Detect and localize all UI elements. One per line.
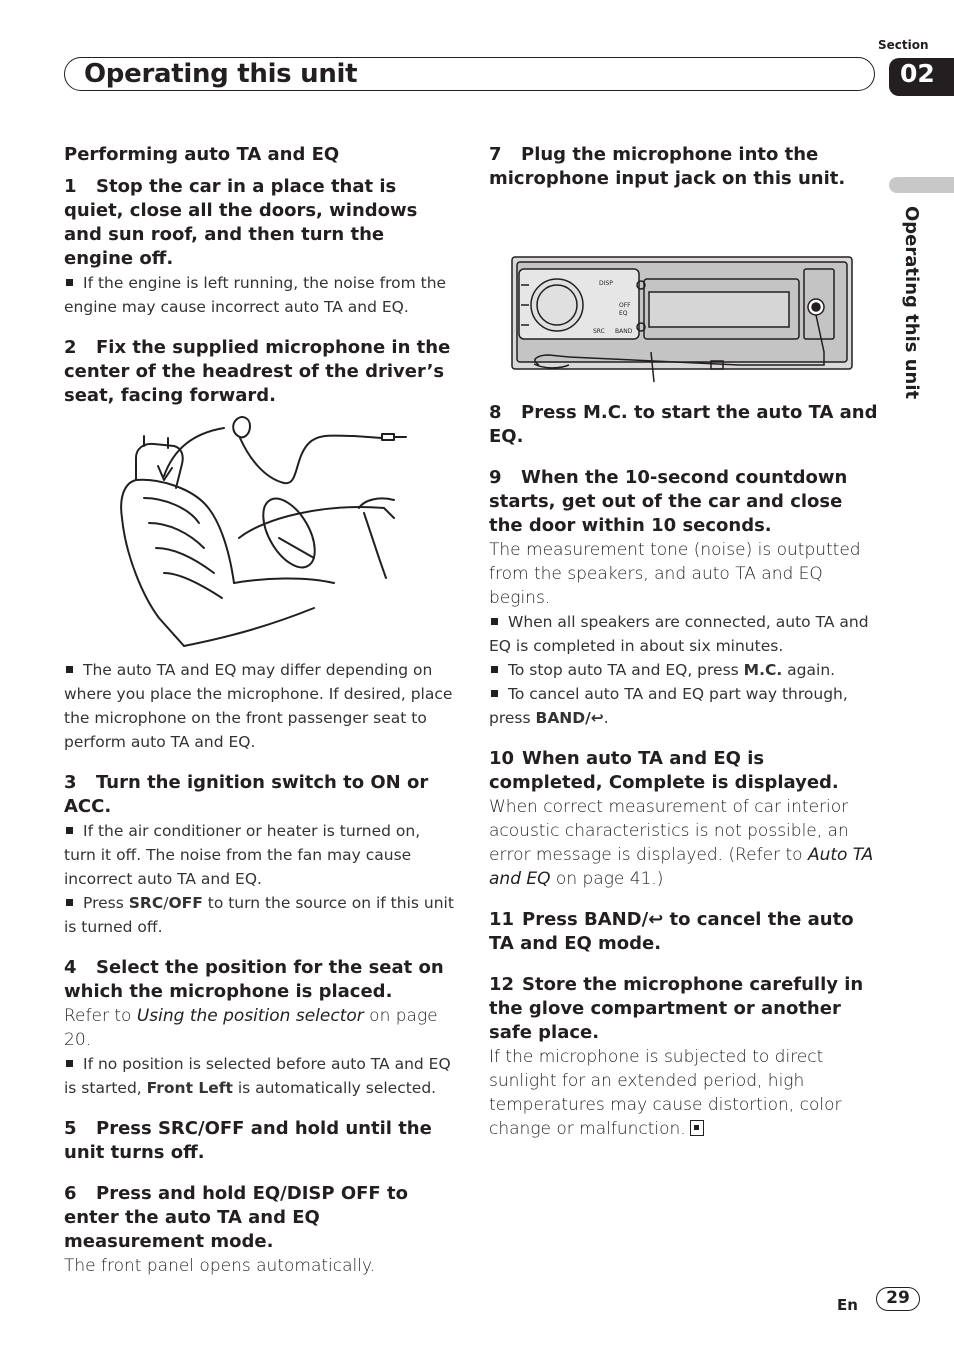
section-heading: Performing auto TA and EQ: [64, 144, 340, 165]
side-tab-marker: [889, 177, 954, 193]
step-12-body: If the microphone is subjected to direct sunlight for an extended period, high temperatures may cause distortion, color change or malfunction.: [489, 1047, 842, 1139]
side-tab-label: Operating this unit: [901, 206, 922, 400]
language-code: En: [837, 1296, 858, 1314]
step-11-title: 11 Press BAND/↩ to cancel the auto TA and EQ mode.: [489, 909, 854, 954]
step-1-title: 1 Stop the car in a place that is quiet, close all the doors, windows and sun roof, and then turn the engine off.: [64, 176, 418, 269]
step-4-title: 4 Select the position for the seat on which the microphone is placed.: [64, 957, 444, 1002]
step-1-note: If the engine is left running, the noise from the engine may cause incorrect auto TA and EQ.: [64, 274, 447, 316]
step-3-note-2: Press SRC/OFF to turn the source on if this unit is turned off.: [64, 894, 454, 936]
step-8-title: 8 Press M.C. to start the auto TA and EQ.: [489, 402, 878, 447]
step-2-title: 2 Fix the supplied microphone in the center of the headrest of the driver’s seat, facing forward.: [64, 337, 451, 406]
section-label: Section: [878, 38, 929, 52]
side-tab: [894, 206, 924, 426]
seat-microphone-illustration: [64, 408, 454, 658]
step-4-note: If no position is selected before auto TA and EQ is started, Front Left is automatically selected.: [64, 1055, 451, 1097]
step-2-note: The auto TA and EQ may differ depending on where you place the microphone. If desired, place the microphone on the front passenger seat to perform auto TA and EQ.: [64, 661, 453, 751]
bullet-icon: [66, 1060, 73, 1067]
step-7-title: 7 Plug the microphone into the microphone input jack on this unit.: [489, 144, 846, 189]
step-3-note-1: If the air conditioner or heater is turned on, turn it off. The noise from the fan may cause incorrect auto TA and EQ.: [64, 822, 421, 888]
end-mark-icon: [690, 1120, 704, 1136]
disp-label: DISP: [599, 280, 613, 287]
step-9-body: The measurement tone (noise) is outputted from the speakers, and auto TA and EQ begins.: [489, 540, 861, 608]
bullet-icon: [66, 827, 73, 834]
step-10-title: 10 When auto TA and EQ is completed, Complete is displayed.: [489, 748, 839, 793]
step-5-title: 5 Press SRC/OFF and hold until the unit turns off.: [64, 1118, 432, 1163]
eq-label: EQ: [619, 310, 628, 317]
step-9-note-1: When all speakers are connected, auto TA and EQ is completed in about six minutes.: [489, 613, 869, 655]
section-number: 02: [889, 58, 954, 96]
band-label: BAND: [615, 328, 633, 335]
step-6-body: The front panel opens automatically.: [64, 1256, 375, 1276]
page-number: 29: [876, 1287, 920, 1311]
step-12-title: 12 Store the microphone carefully in the glove compartment or another safe place.: [489, 974, 864, 1043]
bullet-icon: [491, 618, 498, 625]
bullet-icon: [491, 690, 498, 697]
head-unit-illustration: [489, 207, 859, 387]
step-9-note-3: To cancel auto TA and EQ part way through, press BAND/↩.: [489, 685, 848, 727]
bullet-icon: [66, 899, 73, 906]
step-3-title: 3 Turn the ignition switch to ON or ACC.: [64, 772, 429, 817]
bullet-icon: [66, 279, 73, 286]
page-title: Operating this unit: [84, 59, 358, 89]
bullet-icon: [66, 666, 73, 673]
off-label: OFF: [619, 302, 631, 309]
right-column: [489, 143, 879, 1141]
step-9-title: 9 When the 10-second countdown starts, get out of the car and close the door within 10 seconds.: [489, 467, 848, 536]
bullet-icon: [491, 666, 498, 673]
src-label: SRC: [593, 328, 605, 335]
step-10-body: When correct measurement of car interior acoustic characteristics is not possible, an error message is displayed. (Refer to Auto TA and EQ on page 41.): [489, 797, 874, 889]
left-column: [64, 143, 454, 1278]
step-4-body: Refer to Using the position selector on page 20.: [64, 1006, 438, 1050]
step-6-title: 6 Press and hold EQ/DISP OFF to enter the auto TA and EQ measurement mode.: [64, 1183, 408, 1252]
step-9-note-2: To stop auto TA and EQ, press M.C. again.: [489, 658, 879, 682]
